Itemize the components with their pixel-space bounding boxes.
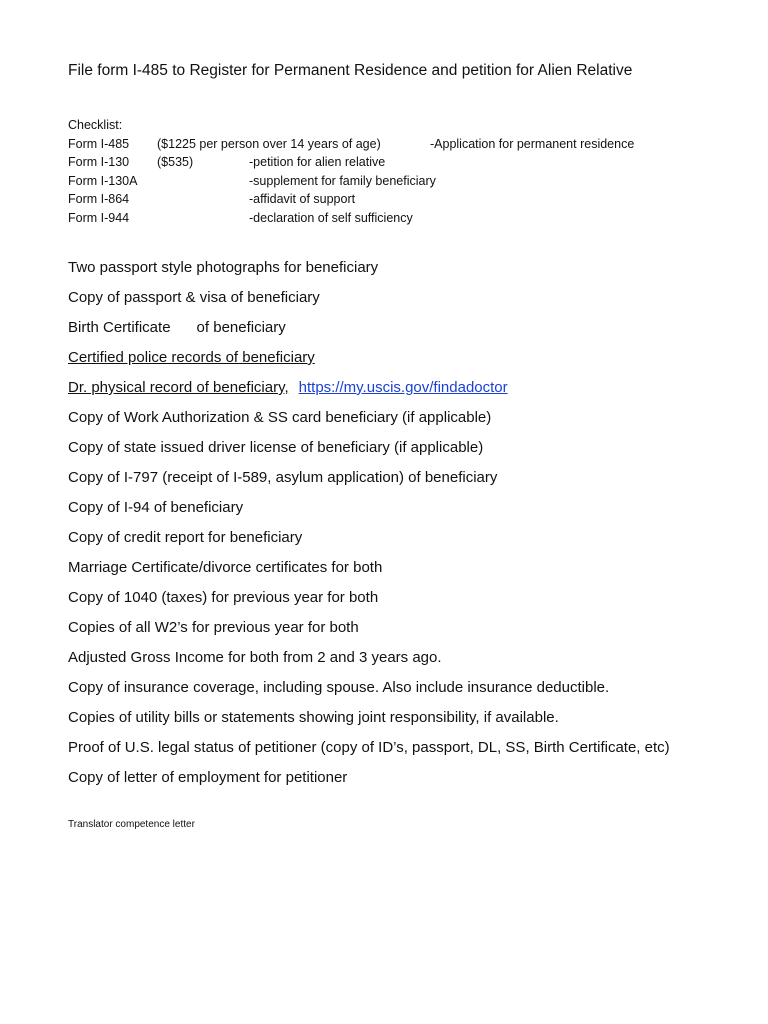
checklist-description: -supplement for family beneficiary: [249, 173, 436, 188]
list-item: Copy of insurance coverage, including spouse. Also include insurance deductible.: [68, 679, 610, 696]
list-item-suffix: of beneficiary: [196, 319, 286, 336]
list-item: Copy of state issued driver license of beneficiary (if applicable): [68, 439, 484, 456]
checklist-description: -petition for alien relative: [249, 155, 386, 170]
checklist-row: [68, 135, 748, 154]
checklist-form: Form I-944: [68, 210, 130, 225]
list-item-text: Dr. physical record of beneficiary,: [68, 379, 289, 396]
list-item: Copy of 1040 (taxes) for previous year for both: [68, 589, 379, 606]
checklist-row: [68, 172, 748, 191]
checklist-form: Form I-130A: [68, 173, 138, 188]
checklist-row: [68, 209, 748, 228]
list-item-text: Birth Certificate: [68, 319, 171, 336]
list-item: Copy of passport & visa of beneficiary: [68, 289, 320, 306]
list-item: Marriage Certificate/divorce certificates for both: [68, 559, 383, 576]
footer-note: Translator competence letter: [68, 819, 195, 830]
checklist-form: Form I-485: [68, 136, 130, 151]
list-item: Copy of Work Authorization & SS card beneficiary (if applicable): [68, 409, 492, 426]
list-item: Two passport style photographs for beneficiary: [68, 259, 379, 276]
requirements-list: [68, 257, 708, 797]
checklist-row: [68, 190, 748, 209]
checklist-form: Form I-130: [68, 155, 130, 170]
checklist-description: -declaration of self sufficiency: [249, 210, 413, 225]
checklist: [68, 116, 748, 228]
list-item: Copy of I-797 (receipt of I-589, asylum application) of beneficiary: [68, 469, 498, 486]
checklist-row: [68, 153, 748, 172]
checklist-form: Form I-864: [68, 192, 130, 207]
checklist-description: -Application for permanent residence: [430, 136, 635, 151]
checklist-fee: ($1225 per person over 14 years of age): [157, 136, 381, 151]
list-item: Copies of utility bills or statements showing joint responsibility, if available.: [68, 709, 559, 726]
list-item: Copy of letter of employment for petitioner: [68, 769, 348, 786]
list-item: Copy of I-94 of beneficiary: [68, 499, 244, 516]
list-item: Copy of credit report for beneficiary: [68, 529, 303, 546]
checklist-description: -affidavit of support: [249, 192, 356, 207]
list-item: Adjusted Gross Income for both from 2 and 3 years ago.: [68, 649, 442, 666]
list-item: [68, 377, 708, 398]
find-a-doctor-link[interactable]: https://my.uscis.gov/findadoctor: [298, 379, 508, 396]
checklist-heading: Checklist:: [68, 118, 123, 132]
checklist-fee: ($535): [157, 155, 194, 170]
list-item: Certified police records of beneficiary: [68, 349, 315, 366]
list-item: [68, 317, 708, 338]
page-title: File form I-485 to Register for Permanent Residence and petition for Alien Relative: [68, 62, 633, 79]
list-item: Proof of U.S. legal status of petitioner (copy of ID’s, passport, DL, SS, Birth Certificate, etc): [68, 739, 670, 756]
list-item: Copies of all W2’s for previous year for both: [68, 619, 359, 636]
